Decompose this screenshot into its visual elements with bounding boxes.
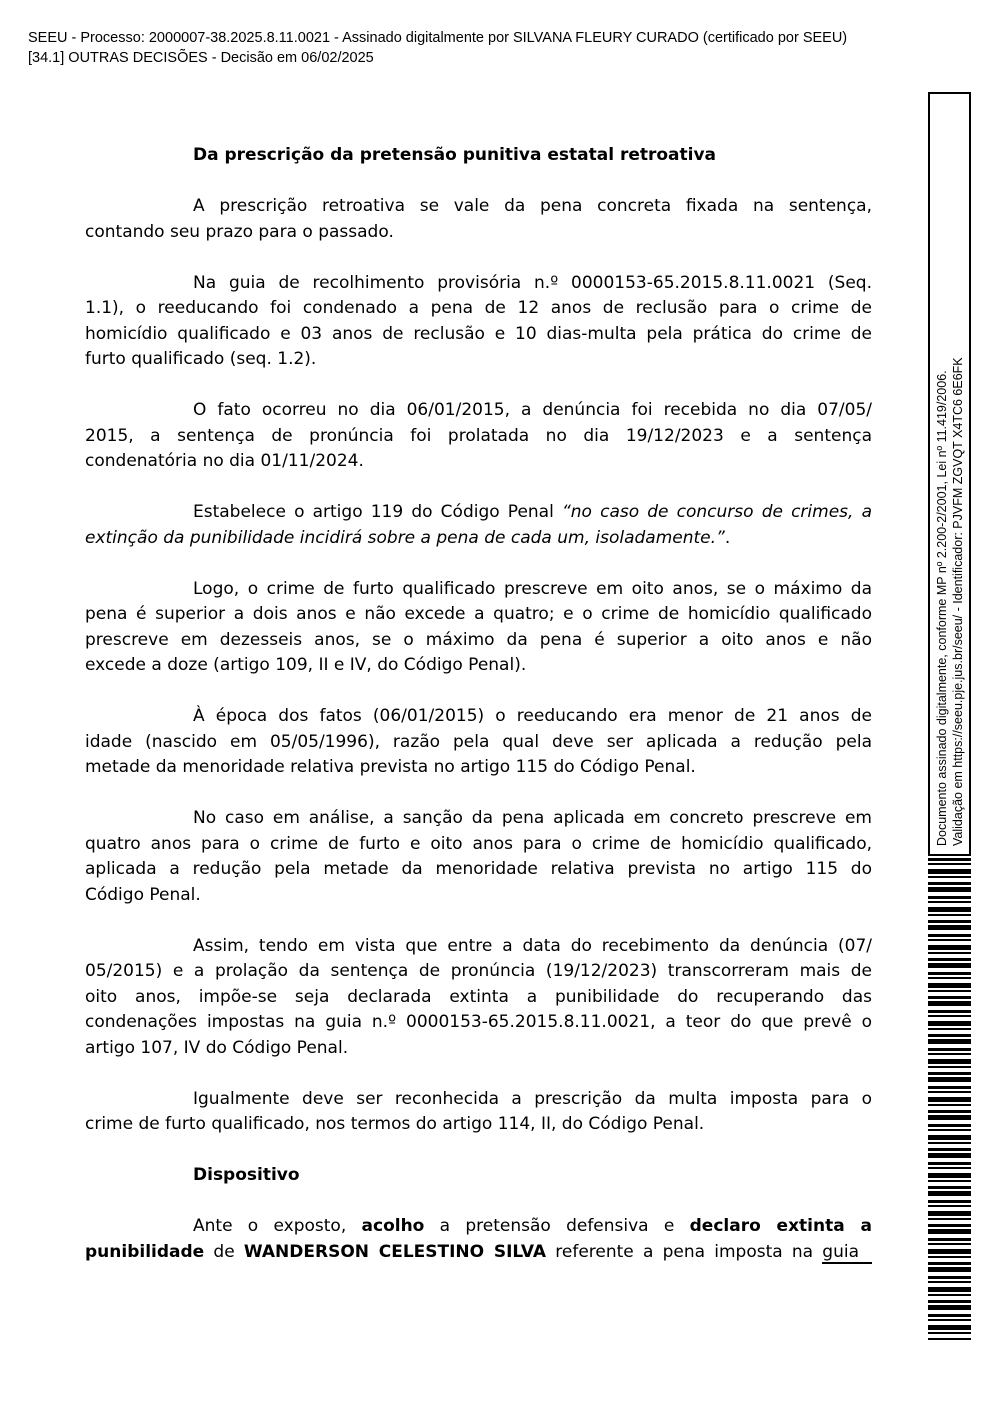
- text-segment: homicídio qualificado e 03 anos de reclusão e 10 dias-multa pela prática do crime de: [85, 323, 872, 344]
- text-segment: declaro extinta a: [689, 1216, 872, 1236]
- text-line: [85, 271, 872, 297]
- text-line: [85, 730, 872, 756]
- header-line-2: [34.1] OUTRAS DECISÕES - Decisão em 06/02/2025: [28, 49, 374, 66]
- text-segment: O fato ocorreu no dia 06/01/2015, a denúncia foi recebida no dia 07/05/: [193, 400, 872, 420]
- paragraph: [85, 577, 872, 679]
- text-line: [85, 322, 872, 348]
- text-line: [85, 959, 872, 985]
- text-segment: pena é superior a dois anos e não excede a quatro; e o crime de homicídio qualificado: [85, 604, 872, 624]
- text-segment: artigo 107, IV do Código Penal.: [85, 1037, 349, 1058]
- text-segment: Ante o exposto,: [193, 1216, 362, 1236]
- text-segment: prescreve em dezesseis anos, se o máximo da pena é superior a oito anos e não: [85, 629, 872, 650]
- text-segment: a pretensão defensiva e: [424, 1216, 690, 1236]
- text-segment: A prescrição retroativa se vale da pena concreta fixada na sentença,: [193, 196, 872, 216]
- text-line: [85, 704, 872, 730]
- text-segment: Igualmente deve ser reconhecida a prescrição da multa imposta para o: [193, 1088, 872, 1109]
- heading: [85, 1163, 872, 1189]
- paragraph: [85, 500, 872, 551]
- text-line: [85, 628, 872, 654]
- text-line: [85, 1112, 872, 1138]
- document-body: [85, 143, 872, 1291]
- text-line: [85, 424, 872, 450]
- text-segment: À época dos fatos (06/01/2015) o reeducando era menor de 21 anos de: [193, 706, 872, 726]
- text-line: [85, 1036, 872, 1062]
- paragraph: [85, 806, 872, 908]
- signature-line-1: Documento assinado digitalmente, conforme MP nº 2.200-2/2001, Lei nº 11.419/2006.: [935, 370, 949, 846]
- text-segment: 2015, a sentença de pronúncia foi prolatada no dia 19/12/2023 e a sentença: [85, 425, 872, 446]
- header-line-1: SEEU - Processo: 2000007-38.2025.8.11.0021 - Assinado digitalmente por SILVANA FLEURY CURADO (certificado por SEEU): [28, 30, 848, 46]
- text-segment: .: [724, 527, 731, 548]
- text-segment: aplicada a redução pela metade da menoridade relativa prevista no artigo 115 do: [85, 859, 872, 879]
- text-line: [85, 526, 872, 552]
- paragraph: [85, 271, 872, 373]
- text-line: [85, 653, 872, 679]
- text-line: [85, 832, 872, 858]
- text-segment: acolho: [361, 1216, 425, 1236]
- text-segment: extinção da punibilidade incidirá sobre a pena de cada um, isoladamente.”: [85, 527, 725, 548]
- text-segment: excede a doze (artigo 109, II e IV, do Código Penal).: [85, 655, 527, 675]
- text-line: [85, 220, 872, 246]
- text-segment: Dispositivo: [193, 1165, 300, 1185]
- text-line: [85, 296, 872, 322]
- text-segment: No caso em análise, a sanção da pena aplicada em concreto prescreve em: [193, 808, 872, 828]
- text-segment: Da prescrição da pretensão punitiva estatal retroativa: [193, 145, 717, 165]
- text-segment: Assim, tendo em vista que entre a data do recebimento da denúncia (07/: [193, 935, 872, 956]
- text-segment: oito anos, impõe-se seja declarada extinta a punibilidade do recuperando das: [85, 986, 872, 1007]
- signature-stamp-text: [934, 106, 966, 846]
- text-segment: Logo, o crime de furto qualificado prescreve em oito anos, se o máximo da: [193, 578, 872, 599]
- text-segment: Na guia de recolhimento provisória n.º 0000153-65.2015.8.11.0021 (Seq.: [193, 272, 872, 293]
- text-segment: Código Penal.: [85, 884, 201, 905]
- text-line: [85, 1087, 872, 1113]
- text-line: [85, 398, 872, 424]
- text-line: [85, 857, 872, 883]
- text-segment: crime de furto qualificado, nos termos do artigo 114, II, do Código Penal.: [85, 1114, 705, 1134]
- paragraph: [85, 194, 872, 245]
- text-segment: condenatória no dia 01/11/2024.: [85, 451, 364, 471]
- paragraph: [85, 1087, 872, 1138]
- paragraph: [85, 704, 872, 781]
- paragraph: [85, 398, 872, 475]
- signature-line-2: Validação em https://seeu.pje.jus.br/seeu/ - Identificador: PJVFM ZGVQT X4TC6 6E6FK: [951, 357, 965, 846]
- signature-sidebar: [928, 92, 971, 856]
- text-segment: Estabelece o artigo 119 do Código Penal: [193, 502, 562, 522]
- text-segment: punibilidade: [85, 1241, 205, 1262]
- text-segment: 1.1), o reeducando foi condenado a pena de 12 anos de reclusão para o crime de: [85, 298, 872, 318]
- process-header: [28, 29, 872, 68]
- text-line: [85, 347, 872, 373]
- text-line: [85, 934, 872, 960]
- text-segment: guia: [822, 1242, 872, 1264]
- text-line: [85, 1214, 872, 1240]
- text-line: [85, 1163, 872, 1189]
- text-segment: referente a pena imposta na: [546, 1241, 823, 1262]
- text-segment: quatro anos para o crime de furto e oito anos para o crime de homicídio qualificado,: [85, 833, 872, 854]
- text-line: [85, 806, 872, 832]
- text-line: [85, 194, 872, 220]
- text-line: [85, 577, 872, 603]
- barcode: [928, 858, 971, 1340]
- text-segment: WANDERSON CELESTINO SILVA: [243, 1241, 547, 1262]
- text-line: [85, 449, 872, 475]
- text-line: [85, 500, 872, 526]
- text-line: [85, 602, 872, 628]
- text-line: [85, 1010, 872, 1036]
- text-line: [85, 755, 872, 781]
- paragraph: [85, 934, 872, 1062]
- text-segment: metade da menoridade relativa prevista no artigo 115 do Código Penal.: [85, 757, 696, 777]
- text-segment: “no caso de concurso de crimes, a: [561, 502, 872, 522]
- text-segment: condenações impostas na guia n.º 0000153-65.2015.8.11.0021, a teor do que prevê o: [85, 1012, 872, 1032]
- text-segment: idade (nascido em 05/05/1996), razão pela qual deve ser aplicada a redução pela: [85, 731, 872, 752]
- text-segment: 05/2015) e a prolação da sentença de pronúncia (19/12/2023) transcorreram mais de: [85, 961, 872, 981]
- text-segment: contando seu prazo para o passado.: [85, 221, 394, 242]
- text-line: [85, 143, 872, 169]
- text-segment: furto qualificado (seq. 1.2).: [85, 349, 317, 369]
- text-line: [85, 1240, 872, 1266]
- text-line: [85, 985, 872, 1011]
- paragraph: [85, 1214, 872, 1265]
- text-line: [85, 883, 872, 909]
- text-segment: de: [204, 1241, 244, 1262]
- heading: [85, 143, 872, 169]
